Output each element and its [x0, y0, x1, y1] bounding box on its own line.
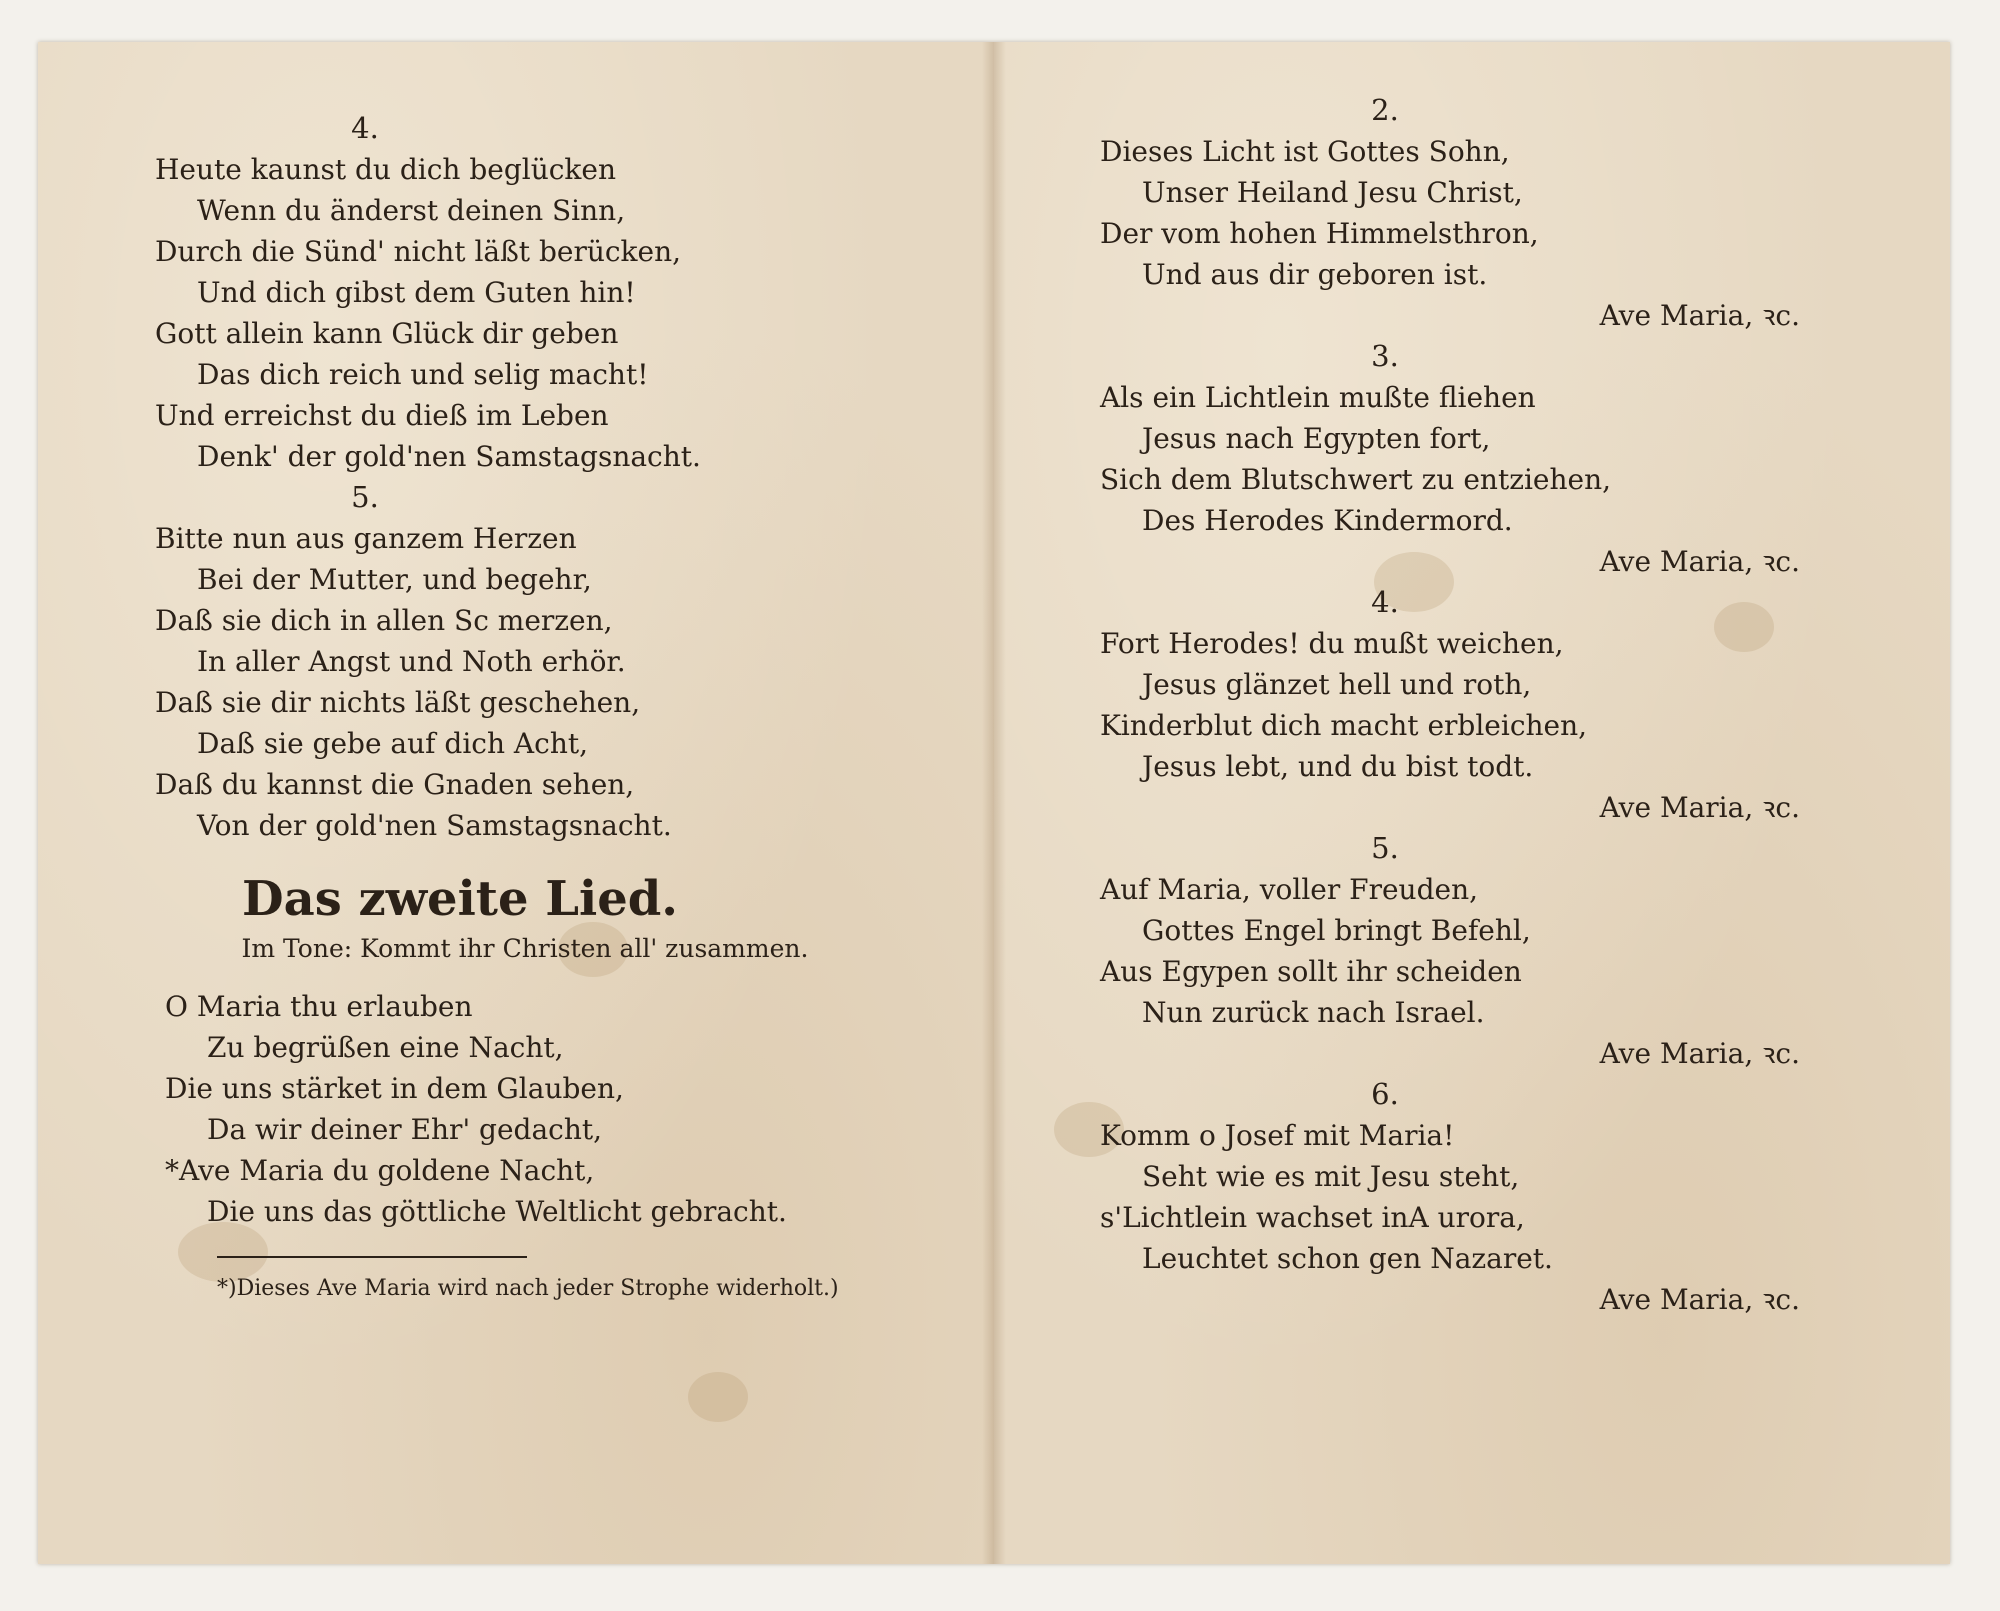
- refrain: Ave Maria, ꝛc.: [1599, 299, 1800, 332]
- stanza-2: [1100, 90, 1820, 336]
- verse-line: O Maria thu erlauben: [165, 990, 473, 1023]
- verse-line: Von der gold'nen Samstagsnacht.: [197, 809, 672, 842]
- verse-line: In aller Angst und Noth erhör.: [197, 645, 626, 678]
- footnote-rule: [217, 1256, 527, 1258]
- stanza-number: 5.: [1371, 831, 1399, 865]
- footnote: *)Dieses Ave Maria wird nach jeder Strophe widerholt.): [217, 1276, 839, 1301]
- verse-line: Daß du kannst die Gnaden sehen,: [155, 768, 635, 801]
- verse-line: Fort Herodes! du mußt weichen,: [1100, 627, 1564, 660]
- stanza-number: 4.: [351, 111, 379, 145]
- verse-line: Daß sie dich in allen Sc merzen,: [155, 604, 613, 637]
- refrain: Ave Maria, ꝛc.: [1599, 545, 1800, 578]
- verse-line: Heute kaunst du dich beglücken: [155, 153, 617, 186]
- refrain: Ave Maria, ꝛc.: [1599, 791, 1800, 824]
- verse-line: Und aus dir geboren ist.: [1142, 258, 1488, 291]
- song-tune-note: Im Tone: Kommt ihr Christen all' zusammen.: [241, 934, 809, 963]
- verse-line: Die uns das göttliche Weltlicht gebracht.: [207, 1195, 787, 1228]
- stanza-3: [1100, 336, 1820, 582]
- stanza-number: 5.: [351, 480, 379, 514]
- verse-line: Gottes Engel bringt Befehl,: [1142, 914, 1531, 947]
- verse-line: Als ein Lichtlein mußte fliehen: [1100, 381, 1536, 414]
- verse-line: Aus Egypen sollt ihr scheiden: [1100, 955, 1522, 988]
- verse-line: Und dich gibst dem Guten hin!: [197, 276, 636, 309]
- right-text-column: [1100, 90, 1820, 1320]
- verse-line: Kinderblut dich macht erbleichen,: [1100, 709, 1588, 742]
- verse-line: Zu begrüßen eine Nacht,: [207, 1031, 564, 1064]
- stanza-5: [155, 518, 895, 846]
- verse-line: Dieses Licht ist Gottes Sohn,: [1100, 135, 1510, 168]
- verse-line: Der vom hohen Himmelsthron,: [1100, 217, 1539, 250]
- song2-stanza-1: [165, 986, 895, 1232]
- verse-line: Jesus lebt, und du bist todt.: [1142, 750, 1534, 783]
- verse-line: *Ave Maria du goldene Nacht,: [165, 1154, 595, 1187]
- verse-line: Das dich reich und selig macht!: [197, 358, 649, 391]
- song-title: Das zweite Lied.: [241, 871, 679, 927]
- verse-line: Bei der Mutter, und begehr,: [197, 563, 592, 596]
- verse-line: Auf Maria, voller Freuden,: [1100, 873, 1478, 906]
- paper-stain: [688, 1372, 748, 1422]
- verse-line: Daß sie gebe auf dich Acht,: [197, 727, 589, 760]
- stanza-6: [1100, 1074, 1820, 1320]
- left-text-column: [155, 108, 895, 1306]
- verse-line: Denk' der gold'nen Samstagsnacht.: [197, 440, 701, 473]
- verse-line: s'Lichtlein wachset inA urora,: [1100, 1201, 1525, 1234]
- verse-line: Unser Heiland Jesu Christ,: [1142, 176, 1523, 209]
- stanza-number: 2.: [1371, 93, 1399, 127]
- refrain: Ave Maria, ꝛc.: [1599, 1037, 1800, 1070]
- page-gutter: [982, 42, 1006, 1564]
- verse-line: Da wir deiner Ehr' gedacht,: [207, 1113, 603, 1146]
- stanza-4: [1100, 582, 1820, 828]
- verse-line: Bitte nun aus ganzem Herzen: [155, 522, 577, 555]
- verse-line: Des Herodes Kindermord.: [1142, 504, 1513, 537]
- verse-line: Jesus nach Egypten fort,: [1142, 422, 1491, 455]
- stanza-number: 6.: [1371, 1077, 1399, 1111]
- stanza-5: [1100, 828, 1820, 1074]
- verse-line: Daß sie dir nichts läßt geschehen,: [155, 686, 641, 719]
- verse-line: Wenn du änderst deinen Sinn,: [197, 194, 626, 227]
- stanza-number: 3.: [1371, 339, 1399, 373]
- verse-line: Jesus glänzet hell und roth,: [1142, 668, 1532, 701]
- verse-line: Nun zurück nach Israel.: [1142, 996, 1485, 1029]
- verse-line: Leuchtet schon gen Nazaret.: [1142, 1242, 1553, 1275]
- verse-line: Durch die Sünd' nicht läßt berücken,: [155, 235, 682, 268]
- stanza-number: 4.: [1371, 585, 1399, 619]
- stanza-4: [155, 149, 895, 477]
- verse-line: Und erreichst du dieß im Leben: [155, 399, 609, 432]
- verse-line: Gott allein kann Glück dir geben: [155, 317, 619, 350]
- refrain: Ave Maria, ꝛc.: [1599, 1283, 1800, 1316]
- verse-line: Komm o Josef mit Maria!: [1100, 1119, 1455, 1152]
- verse-line: Seht wie es mit Jesu steht,: [1142, 1160, 1520, 1193]
- verse-line: Sich dem Blutschwert zu entziehen,: [1100, 463, 1612, 496]
- verse-line: Die uns stärket in dem Glauben,: [165, 1072, 624, 1105]
